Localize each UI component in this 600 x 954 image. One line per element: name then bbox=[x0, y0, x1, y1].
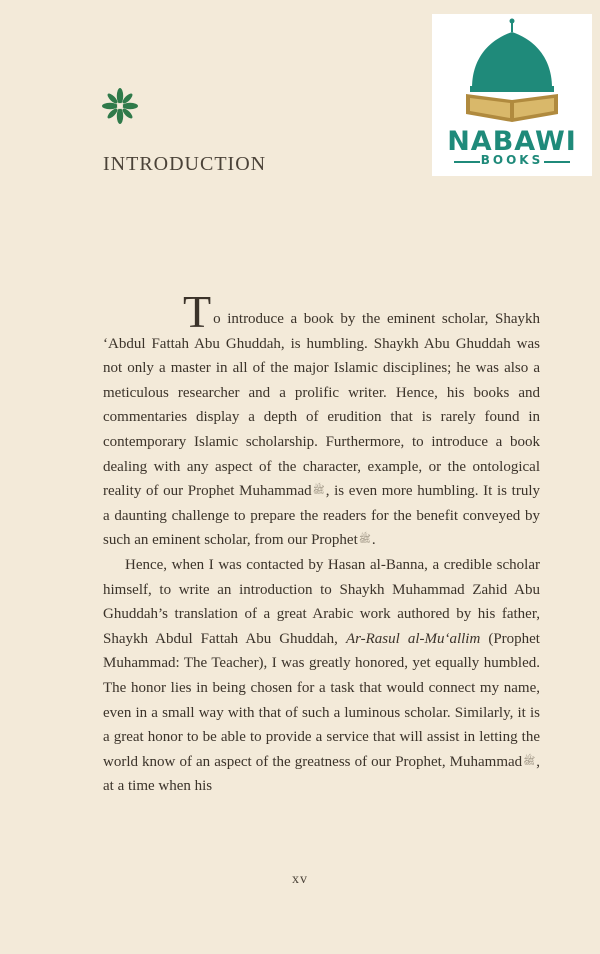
salutation-icon: ﷺ bbox=[358, 534, 371, 546]
logo-subtitle: BOOKS bbox=[480, 153, 544, 167]
book-title: Ar-Rasul al-Mu‘allim bbox=[345, 630, 481, 647]
drop-cap: T bbox=[183, 286, 212, 337]
salutation-icon: ﷺ bbox=[312, 485, 325, 497]
logo-wordmark: NABAWI bbox=[447, 126, 577, 157]
salutation-icon: ﷺ bbox=[523, 755, 536, 767]
body-text bbox=[103, 286, 540, 799]
paragraph-1-text-a: o introduce a book by the eminent scholar, Shaykh ‘Abdul Fattah Abu Ghuddah, is humbling. Shaykh Abu Ghuddah was not only a master in all of the major Islamic disciplines; he was also a meticulous researcher and a prolific writer. Hence, his books and commentaries display a depth of erudition that is rarely found in contemporary Islamic scholarship. Furthermore, to introduce a book dealing with any aspect of the character, example, or the ontological reality of our Prophet Muhammad bbox=[103, 311, 540, 500]
paragraph-2 bbox=[103, 553, 540, 799]
page-number: xv bbox=[292, 872, 308, 887]
floral-ornament-icon bbox=[100, 86, 140, 126]
paragraph-2-text-b: (Prophet Muhammad: The Teacher), I was greatly honored, yet equally humbled. The honor lies in being chosen for a task that would connect my name, even in a small way with that of such a luminous scholar. Similarly, it is a great honor to be able to provide a service that will assist in letting the world know of an aspect of the greatness of our Prophet, Muhammad bbox=[103, 630, 540, 770]
paragraph-2-text-c: , at a time when his bbox=[103, 753, 540, 795]
paragraph-1 bbox=[103, 286, 540, 553]
paragraph-1-text-b: , is even more humbling. It is truly a daunting challenge to prepare the readers for the benefit conveyed by such an eminent scholar, from our Prophet bbox=[103, 483, 540, 549]
paragraph-1-text-c: . bbox=[371, 532, 376, 549]
paragraph-2-text-a: Hence, when I was contacted by Hasan al-Banna, a credible scholar himself, to write an introduction to Shaykh Muhammad Zahid Abu Ghuddah’s translation of a great Arabic work authored by his father, Shaykh Abdul Fattah Abu Ghuddah, bbox=[103, 556, 540, 647]
logo-rule-right bbox=[544, 161, 570, 163]
chapter-title: INTRODUCTION bbox=[103, 153, 267, 175]
publisher-logo bbox=[432, 14, 592, 176]
dome-book-icon bbox=[432, 14, 592, 124]
